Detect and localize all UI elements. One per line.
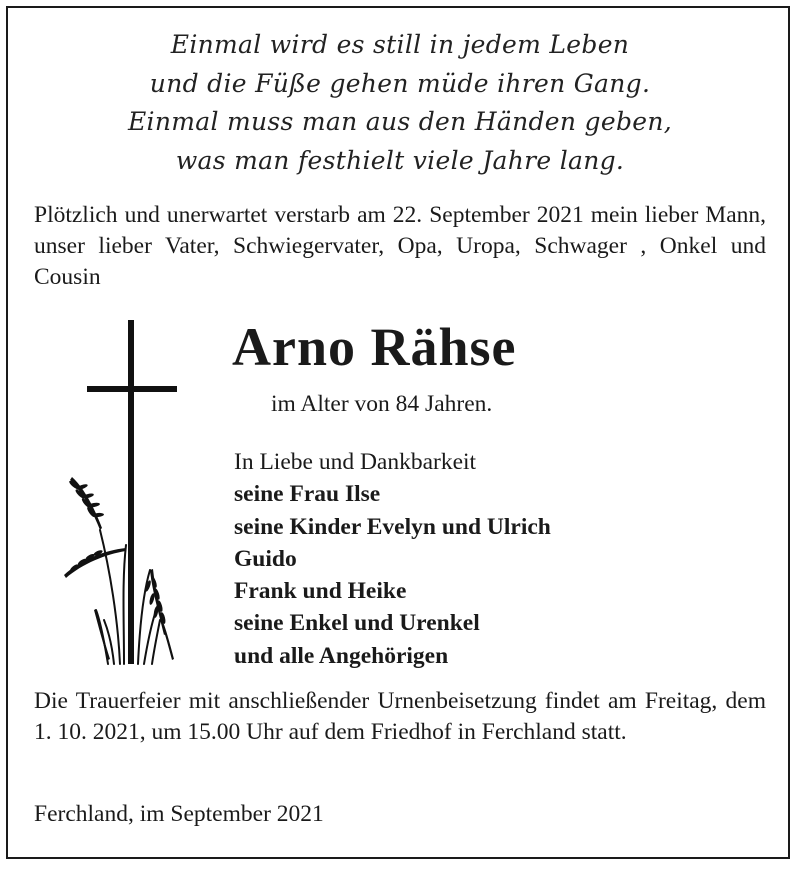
poem-line: und die Füße gehen müde ihren Gang.: [149, 68, 651, 98]
mourner-line: und alle Angehörigen: [234, 642, 449, 669]
poem-line: Einmal wird es still in jedem Leben: [170, 30, 630, 59]
poem-line: was man festhielt viele Jahre lang.: [175, 145, 625, 175]
mourner-line: Guido: [234, 545, 297, 572]
mourners-heading: In Liebe und Dankbarkeit: [234, 449, 477, 475]
funeral-service-text: Die Trauerfeier mit anschließender Urnenbeisetzung findet am Freitag, dem 1. 10. 2021, um 15.00 Uhr auf dem Friedhof in Ferchland statt.: [34, 688, 766, 745]
poem: [30, 26, 770, 180]
cross-with-wheat-icon: [60, 320, 190, 666]
place-date: Ferchland, im September 2021: [34, 801, 324, 827]
mourner-line: Frank und Heike: [234, 578, 407, 605]
deceased-name: Arno Rähse: [232, 317, 517, 377]
mourners-list: [234, 446, 551, 672]
mourner-line: seine Frau Ilse: [234, 481, 381, 508]
death-announcement-text: Plötzlich und unerwartet verstarb am 22. September 2021 mein lieber Mann, unser lieber Vater, Schwiegervater, Opa, Uropa, Schwager , Onkel und Cousin: [34, 202, 766, 290]
mourner-line: seine Kinder Evelyn und Ulrich: [234, 513, 551, 540]
mourner-line: seine Enkel und Urenkel: [234, 610, 480, 637]
deceased-age: im Alter von 84 Jahren.: [271, 391, 493, 417]
poem-line: Einmal muss man aus den Händen geben,: [128, 107, 672, 136]
